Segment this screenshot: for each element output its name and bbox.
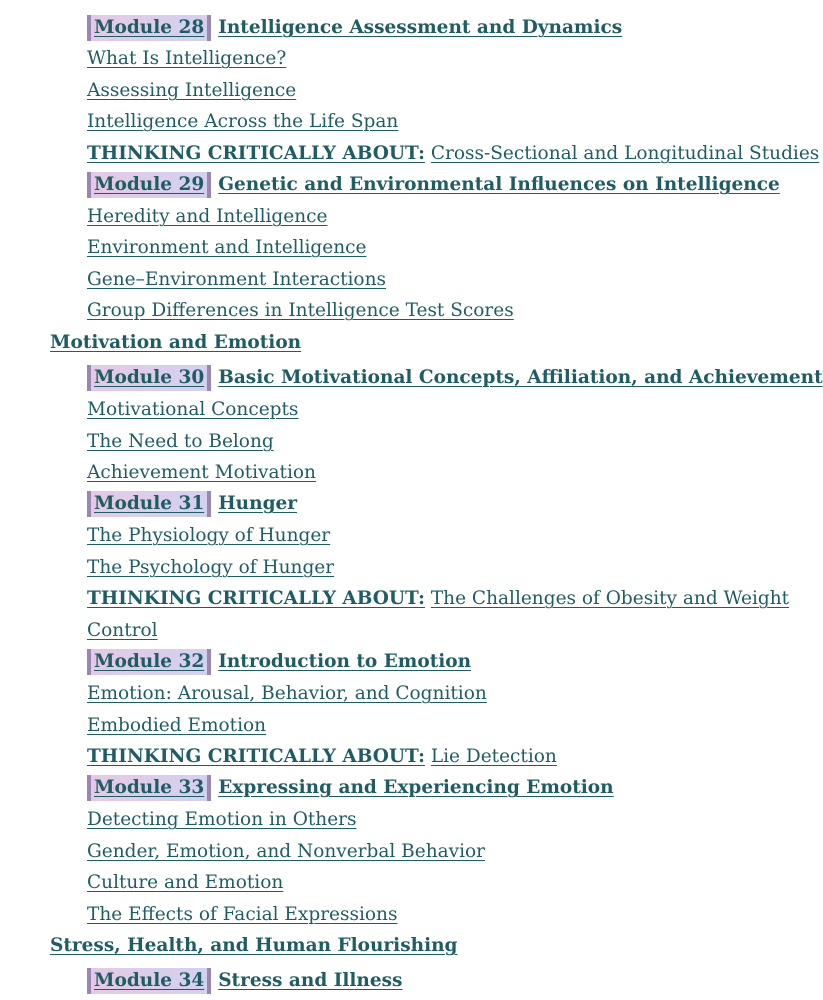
- section-link[interactable]: Motivational Concepts: [87, 399, 299, 420]
- section-link-continued[interactable]: Control: [87, 620, 158, 641]
- section-link[interactable]: The Need to Belong: [87, 431, 274, 452]
- section-link[interactable]: Gender, Emotion, and Nonverbal Behavior: [87, 841, 486, 862]
- section-link[interactable]: The Physiology of Hunger: [87, 525, 331, 546]
- module-title-link[interactable]: Stress and Illness: [218, 970, 403, 991]
- thinking-critically-label: THINKING CRITICALLY ABOUT:: [87, 588, 425, 609]
- module-33-entry[interactable]: [87, 775, 614, 801]
- section-link[interactable]: Culture and Emotion: [87, 872, 284, 893]
- module-badge[interactable]: Module 30: [87, 365, 211, 391]
- module-30-entry[interactable]: [87, 365, 823, 391]
- thinking-critically-entry[interactable]: [87, 142, 819, 166]
- part-heading-link[interactable]: Stress, Health, and Human Flourishing: [50, 935, 458, 956]
- module-title-link[interactable]: Expressing and Experiencing Emotion: [218, 777, 614, 798]
- section-link[interactable]: Emotion: Arousal, Behavior, and Cognition: [87, 683, 487, 704]
- section-link[interactable]: Intelligence Across the Life Span: [87, 111, 399, 132]
- thinking-critically-label: THINKING CRITICALLY ABOUT:: [87, 143, 425, 164]
- section-link[interactable]: Assessing Intelligence: [87, 80, 297, 101]
- section-link[interactable]: What Is Intelligence?: [87, 48, 287, 69]
- module-badge[interactable]: Module 29: [87, 172, 211, 198]
- section-link[interactable]: Gene–Environment Interactions: [87, 269, 386, 290]
- module-badge[interactable]: Module 34: [87, 968, 211, 994]
- section-link[interactable]: The Psychology of Hunger: [87, 557, 335, 578]
- section-link[interactable]: Heredity and Intelligence: [87, 206, 328, 227]
- module-badge[interactable]: Module 31: [87, 491, 211, 517]
- section-link[interactable]: Cross-Sectional and Longitudinal Studies: [430, 143, 820, 164]
- part-heading-link[interactable]: Motivation and Emotion: [50, 332, 302, 353]
- module-badge[interactable]: Module 28: [87, 15, 211, 41]
- module-28-entry[interactable]: [87, 15, 622, 41]
- module-32-entry[interactable]: [87, 649, 471, 675]
- module-badge[interactable]: Module 32: [87, 649, 211, 675]
- module-29-entry[interactable]: [87, 172, 780, 198]
- module-title-link[interactable]: Introduction to Emotion: [218, 651, 472, 672]
- module-title-link[interactable]: Hunger: [218, 493, 298, 514]
- section-link[interactable]: Environment and Intelligence: [87, 237, 367, 258]
- thinking-critically-label: THINKING CRITICALLY ABOUT:: [87, 746, 425, 767]
- section-link[interactable]: The Challenges of Obesity and Weight: [430, 588, 790, 609]
- module-title-link[interactable]: Genetic and Environmental Influences on Intelligence: [218, 174, 780, 195]
- section-link[interactable]: Embodied Emotion: [87, 715, 267, 736]
- module-title-link[interactable]: Intelligence Assessment and Dynamics: [218, 17, 623, 38]
- section-link[interactable]: Lie Detection: [430, 746, 557, 767]
- section-link[interactable]: The Effects of Facial Expressions: [87, 904, 398, 925]
- thinking-critically-entry[interactable]: [87, 587, 789, 611]
- thinking-critically-entry[interactable]: [87, 745, 557, 769]
- module-31-entry[interactable]: [87, 491, 297, 517]
- section-link[interactable]: Achievement Motivation: [87, 462, 316, 483]
- module-34-entry[interactable]: [87, 968, 402, 994]
- module-title-link[interactable]: Basic Motivational Concepts, Affiliation, and Achievement: [218, 367, 823, 388]
- section-link[interactable]: Detecting Emotion in Others: [87, 809, 357, 830]
- module-badge[interactable]: Module 33: [87, 775, 211, 801]
- section-link[interactable]: Group Differences in Intelligence Test Scores: [87, 300, 514, 321]
